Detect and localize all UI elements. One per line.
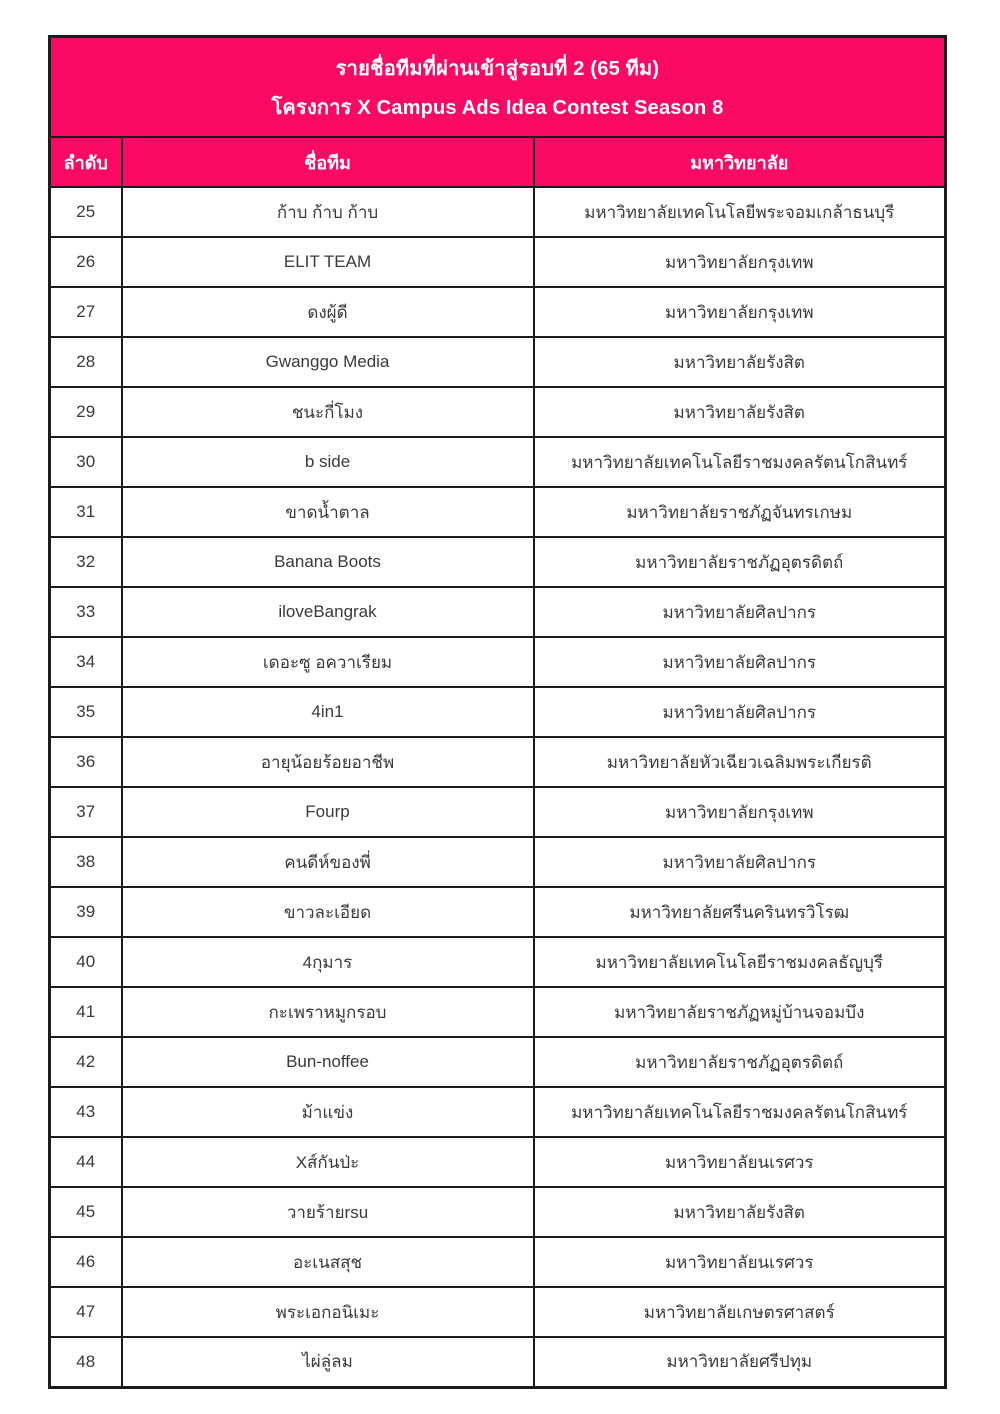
row-number-cell: 26	[50, 237, 122, 287]
team-name-cell: ก้าบ ก้าบ ก้าบ	[122, 187, 534, 237]
table-row	[50, 237, 946, 287]
row-number-cell: 38	[50, 837, 122, 887]
university-cell: มหาวิทยาลัยศรีปทุม	[534, 1337, 946, 1387]
table-title-block	[50, 37, 946, 138]
row-number-cell: 43	[50, 1087, 122, 1137]
table-row	[50, 537, 946, 587]
university-cell: มหาวิทยาลัยศรีนครินทรวิโรฒ	[534, 887, 946, 937]
university-cell: มหาวิทยาลัยนเรศวร	[534, 1237, 946, 1287]
university-cell: มหาวิทยาลัยศิลปากร	[534, 637, 946, 687]
title-line-1: รายชื่อทีมที่ผ่านเข้าสู่รอบที่ 2 (65 ทีม)	[335, 57, 660, 80]
university-cell: มหาวิทยาลัยเทคโนโลยีราชมงคลรัตนโกสินทร์	[534, 437, 946, 487]
table-row	[50, 937, 946, 987]
university-cell: มหาวิทยาลัยราชภัฏอุตรดิตถ์	[534, 537, 946, 587]
row-number-cell: 28	[50, 337, 122, 387]
team-name-cell: กะเพราหมูกรอบ	[122, 987, 534, 1037]
row-number-cell: 39	[50, 887, 122, 937]
team-name-cell: ไผ่ลู่ลม	[122, 1337, 534, 1387]
row-number-cell: 41	[50, 987, 122, 1037]
team-name-cell: Banana Boots	[122, 537, 534, 587]
team-name-cell: b side	[122, 437, 534, 487]
table-row	[50, 587, 946, 637]
team-name-cell: อายุน้อยร้อยอาชีพ	[122, 737, 534, 787]
team-roster-table	[48, 35, 947, 1389]
row-number-cell: 27	[50, 287, 122, 337]
team-name-cell: พระเอกอนิเมะ	[122, 1287, 534, 1337]
row-number-cell: 45	[50, 1187, 122, 1237]
university-cell: มหาวิทยาลัยเกษตรศาสตร์	[534, 1287, 946, 1337]
team-table-body	[50, 187, 946, 1387]
table-row	[50, 487, 946, 537]
column-header-team-name: ชื่อทีม	[122, 137, 534, 187]
university-cell: มหาวิทยาลัยรังสิต	[534, 337, 946, 387]
team-name-cell: ELIT TEAM	[122, 237, 534, 287]
title-line-2: โครงการ X Campus Ads Idea Contest Season 8	[271, 96, 724, 119]
team-name-cell: ดงผู้ดี	[122, 287, 534, 337]
title-row	[50, 37, 946, 138]
row-number-cell: 46	[50, 1237, 122, 1287]
row-number-cell: 30	[50, 437, 122, 487]
row-number-cell: 31	[50, 487, 122, 537]
table-row	[50, 337, 946, 387]
university-cell: มหาวิทยาลัยเทคโนโลยีราชมงคลรัตนโกสินทร์	[534, 1087, 946, 1137]
team-name-cell: ขาวละเอียด	[122, 887, 534, 937]
team-name-cell: Xส์กันป่ะ	[122, 1137, 534, 1187]
row-number-cell: 35	[50, 687, 122, 737]
university-cell: มหาวิทยาลัยเทคโนโลยีพระจอมเกล้าธนบุรี	[534, 187, 946, 237]
university-cell: มหาวิทยาลัยราชภัฏหมู่บ้านจอมบึง	[534, 987, 946, 1037]
table-row	[50, 1087, 946, 1137]
university-cell: มหาวิทยาลัยรังสิต	[534, 387, 946, 437]
team-name-cell: Fourp	[122, 787, 534, 837]
university-cell: มหาวิทยาลัยราชภัฏจันทรเกษม	[534, 487, 946, 537]
row-number-cell: 32	[50, 537, 122, 587]
table-row	[50, 687, 946, 737]
table-row	[50, 287, 946, 337]
university-cell: มหาวิทยาลัยกรุงเทพ	[534, 237, 946, 287]
table-row	[50, 1237, 946, 1287]
table-row	[50, 1137, 946, 1187]
table-row	[50, 737, 946, 787]
university-cell: มหาวิทยาลัยราชภัฏอุตรดิตถ์	[534, 1037, 946, 1087]
team-name-cell: Gwanggo Media	[122, 337, 534, 387]
row-number-cell: 48	[50, 1337, 122, 1387]
table-row	[50, 837, 946, 887]
university-cell: มหาวิทยาลัยรังสิต	[534, 1187, 946, 1237]
team-name-cell: ม้าแข่ง	[122, 1087, 534, 1137]
university-cell: มหาวิทยาลัยกรุงเทพ	[534, 787, 946, 837]
table-row	[50, 1287, 946, 1337]
team-name-cell: เดอะซู อควาเรียม	[122, 637, 534, 687]
table-row	[50, 887, 946, 937]
table-row	[50, 987, 946, 1037]
university-cell: มหาวิทยาลัยกรุงเทพ	[534, 287, 946, 337]
team-name-cell: วายร้ายrsu	[122, 1187, 534, 1237]
table-row	[50, 1187, 946, 1237]
row-number-cell: 42	[50, 1037, 122, 1087]
row-number-cell: 44	[50, 1137, 122, 1187]
row-number-cell: 34	[50, 637, 122, 687]
column-header-row	[50, 137, 946, 187]
table-row	[50, 387, 946, 437]
team-name-cell: iloveBangrak	[122, 587, 534, 637]
team-name-cell: คนดีห์ของพี่	[122, 837, 534, 887]
table-row	[50, 1337, 946, 1387]
row-number-cell: 33	[50, 587, 122, 637]
table-row	[50, 187, 946, 237]
team-name-cell: 4กุมาร	[122, 937, 534, 987]
table-row	[50, 1037, 946, 1087]
row-number-cell: 29	[50, 387, 122, 437]
row-number-cell: 37	[50, 787, 122, 837]
university-cell: มหาวิทยาลัยศิลปากร	[534, 587, 946, 637]
team-name-cell: ชนะกี่โมง	[122, 387, 534, 437]
column-header-rank: ลำดับ	[50, 137, 122, 187]
row-number-cell: 40	[50, 937, 122, 987]
university-cell: มหาวิทยาลัยศิลปากร	[534, 837, 946, 887]
university-cell: มหาวิทยาลัยศิลปากร	[534, 687, 946, 737]
column-header-university: มหาวิทยาลัย	[534, 137, 946, 187]
team-name-cell: ขาดน้ำตาล	[122, 487, 534, 537]
row-number-cell: 47	[50, 1287, 122, 1337]
table-row	[50, 637, 946, 687]
team-name-cell: Bun-noffee	[122, 1037, 534, 1087]
university-cell: มหาวิทยาลัยนเรศวร	[534, 1137, 946, 1187]
table-row	[50, 437, 946, 487]
university-cell: มหาวิทยาลัยหัวเฉียวเฉลิมพระเกียรติ	[534, 737, 946, 787]
team-name-cell: 4in1	[122, 687, 534, 737]
university-cell: มหาวิทยาลัยเทคโนโลยีราชมงคลธัญบุรี	[534, 937, 946, 987]
row-number-cell: 36	[50, 737, 122, 787]
row-number-cell: 25	[50, 187, 122, 237]
team-name-cell: อะเนสสุช	[122, 1237, 534, 1287]
table-row	[50, 787, 946, 837]
